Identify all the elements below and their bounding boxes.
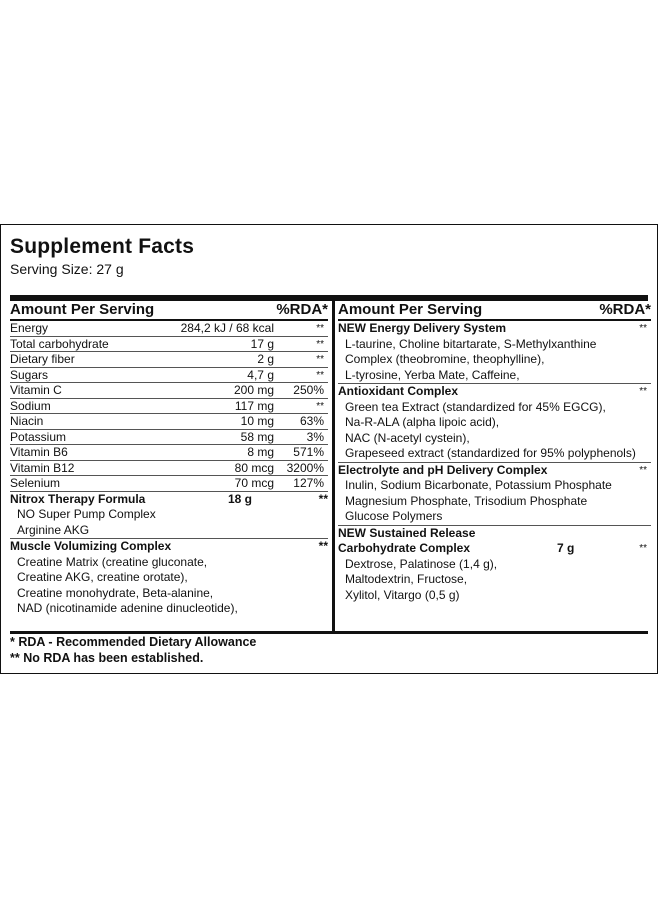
nutrient-rda: **	[316, 354, 324, 365]
nutrient-name: Sodium	[10, 398, 51, 413]
nitrox-formula-name: Nitrox Therapy Formula	[10, 491, 146, 506]
sustained-release-name-line1: NEW Sustained Release	[338, 525, 476, 540]
nutrient-row	[10, 461, 328, 477]
electrolyte-ingredient: Magnesium Phosphate, Trisodium Phosphate	[345, 493, 588, 508]
nutrient-rda: **	[316, 369, 324, 381]
nutrient-amount: 200 mg	[233, 383, 274, 397]
nutrient-amount: 4,7 g	[247, 367, 274, 382]
energy-ingredient: L-taurine, Choline bitartarate, S-Methylxanthine	[345, 336, 597, 351]
antioxidant-ingredient: NAC (N-acetyl cystein),	[345, 430, 470, 445]
nutrient-rda: **	[316, 400, 324, 412]
left-header	[10, 301, 328, 321]
nutrient-amount: 10 mg	[240, 414, 274, 428]
antioxidant-ingredient: Na-R-ALA (alpha lipoic acid),	[345, 415, 500, 429]
antioxidant-complex-rda: **	[639, 386, 647, 397]
nitrox-ingredient: Arginine AKG	[10, 523, 328, 540]
nutrient-rda: 250%	[293, 383, 324, 397]
nutrient-name: Energy	[10, 321, 49, 335]
no-rda-footnote: ** No RDA has been established.	[10, 651, 204, 665]
muscle-ingredient: Creatine Matrix (creatine gluconate,	[17, 554, 208, 569]
muscle-complex-rda: **	[318, 539, 328, 553]
nutrient-name: Dietary fiber	[10, 352, 75, 366]
nitrox-formula-amount: 18 g	[228, 491, 253, 506]
nutrient-row	[10, 337, 328, 353]
nutrient-name: Vitamin C	[10, 383, 62, 397]
amount-per-serving-heading: Amount Per Serving	[10, 301, 155, 318]
energy-ingredient: Complex (theobromine, theophylline),	[345, 352, 545, 366]
muscle-ingredient: Creatine monohydrate, Beta-alanine,	[17, 585, 214, 600]
nutrient-row	[10, 414, 328, 430]
sustained-ingredient: Maltodextrin, Fructose,	[345, 572, 468, 586]
nutrient-name: Vitamin B12	[10, 460, 75, 475]
nutrient-row	[10, 352, 328, 368]
rda-heading: %RDA*	[599, 301, 651, 318]
nutrient-row	[10, 476, 328, 492]
antioxidant-ingredient: Grapeseed extract (standardized for 95% polyphenols)	[338, 446, 651, 463]
nutrient-rda: 3%	[306, 429, 324, 444]
nutrient-row	[10, 321, 328, 337]
nutrient-amount: 2 g	[257, 352, 274, 366]
nutrient-amount: 58 mg	[240, 429, 274, 444]
nitrox-formula-row	[10, 492, 328, 508]
column-divider	[332, 301, 335, 631]
nutrient-rda: **	[316, 338, 324, 350]
right-header	[338, 301, 651, 321]
electrolyte-ingredient: Inulin, Sodium Bicarbonate, Potassium Phosphate	[345, 478, 612, 492]
nutrient-row	[10, 383, 328, 399]
sustained-release-amount: 7 g	[557, 541, 575, 555]
nutrient-amount: 117 mg	[234, 398, 274, 413]
energy-system-name: NEW Energy Delivery System	[338, 321, 507, 335]
panel-title: Supplement Facts	[10, 235, 195, 258]
muscle-ingredient: NAD (nicotinamide adenine dinucleotide),	[17, 601, 238, 615]
rda-heading: %RDA*	[276, 301, 328, 318]
nutrient-name: Total carbohydrate	[10, 336, 109, 351]
serving-size: Serving Size: 27 g	[10, 261, 124, 277]
energy-system-rda: **	[639, 323, 647, 334]
sustained-ingredient: Dextrose, Palatinose (1,4 g),	[345, 556, 498, 571]
sustained-release-rda: **	[639, 543, 647, 554]
electrolyte-complex-name: Electrolyte and pH Delivery Complex	[338, 462, 548, 477]
nutrient-name: Vitamin B6	[10, 445, 68, 459]
nutrient-amount: 80 mcg	[234, 460, 274, 475]
supplement-facts-panel	[0, 224, 658, 674]
electrolyte-complex-rda: **	[639, 464, 647, 476]
sustained-release-name-line2: Carbohydrate Complex	[338, 541, 471, 555]
energy-system-row	[338, 321, 651, 337]
nutrient-rda: 63%	[299, 414, 324, 428]
nutrient-rda: **	[316, 323, 324, 334]
nutrient-row	[10, 430, 328, 446]
nutrient-name: Potassium	[10, 429, 67, 444]
nutrient-amount: 17 g	[250, 336, 274, 351]
nutrient-row	[10, 445, 328, 461]
nutrient-amount: 8 mg	[247, 445, 274, 459]
electrolyte-ingredient: Glucose Polymers	[338, 509, 651, 526]
nutrient-name: Niacin	[10, 414, 44, 428]
sustained-release-row	[338, 541, 651, 557]
electrolyte-complex-row	[338, 463, 651, 479]
nutrient-name: Sugars	[10, 367, 49, 382]
antioxidant-complex-name: Antioxidant Complex	[338, 384, 459, 398]
nitrox-formula-rda: **	[318, 491, 328, 506]
nutrient-row	[10, 368, 328, 384]
antioxidant-complex-row	[338, 384, 651, 400]
rda-footnote: * RDA - Recommended Dietary Allowance	[10, 635, 257, 649]
nutrient-rda: 3200%	[286, 460, 324, 475]
antioxidant-ingredient: Green tea Extract (standardized for 45% EGCG),	[345, 399, 606, 414]
sustained-ingredient: Xylitol, Vitargo (0,5 g)	[345, 587, 460, 602]
sustained-release-title	[338, 526, 651, 542]
bottom-divider	[10, 631, 648, 634]
nutrient-amount: 284,2 kJ / 68 kcal	[180, 321, 274, 335]
nutrient-name: Selenium	[10, 476, 61, 490]
right-column	[338, 301, 651, 603]
left-column	[10, 301, 328, 617]
muscle-ingredient: Creatine AKG, creatine orotate),	[17, 570, 188, 584]
muscle-complex-name: Muscle Volumizing Complex	[10, 539, 172, 553]
nutrient-rda: 571%	[293, 445, 324, 459]
nutrient-amount: 70 mcg	[234, 476, 274, 490]
amount-per-serving-heading: Amount Per Serving	[338, 301, 483, 318]
nitrox-ingredient: NO Super Pump Complex	[17, 507, 156, 521]
energy-ingredient: L-tyrosine, Yerba Mate, Caffeine,	[338, 368, 651, 385]
nutrient-row	[10, 399, 328, 415]
muscle-complex-row	[10, 539, 328, 555]
nutrient-rda: 127%	[293, 476, 324, 490]
